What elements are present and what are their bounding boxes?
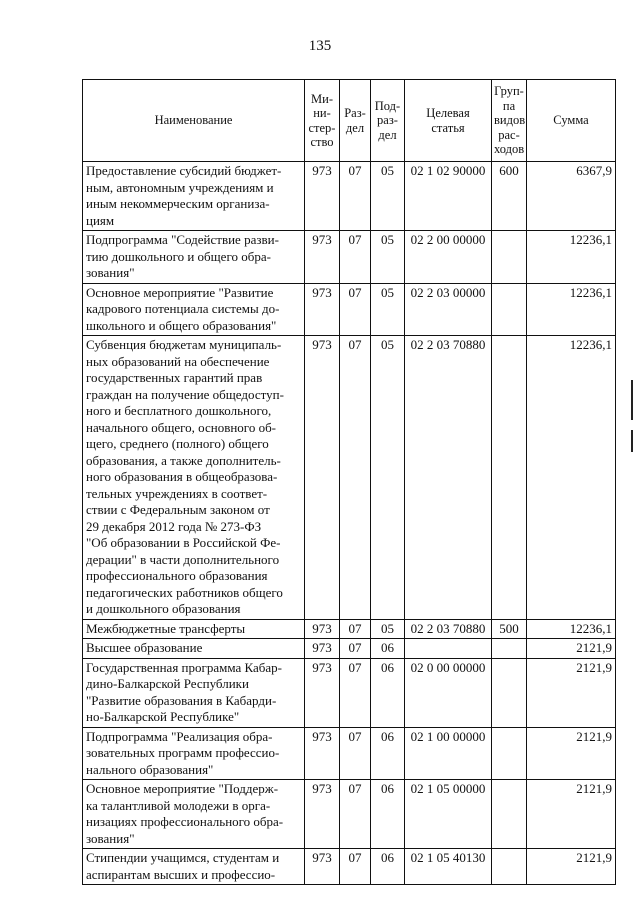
row-section: 07 bbox=[340, 231, 371, 284]
row-name-line: образования, а также дополнитель- bbox=[86, 452, 281, 468]
table-row bbox=[83, 639, 616, 659]
row-target: 02 1 02 90000 bbox=[405, 162, 492, 231]
row-subsection: 06 bbox=[371, 780, 405, 849]
row-section: 07 bbox=[340, 849, 371, 885]
row-name-line: Субвенция бюджетам муниципаль- bbox=[86, 337, 282, 352]
row-expense-group bbox=[492, 727, 527, 780]
row-name-line: государственных гарантий прав bbox=[86, 370, 263, 385]
table-row bbox=[83, 780, 616, 849]
row-section: 07 bbox=[340, 619, 371, 639]
row-name-line: циям bbox=[86, 212, 115, 228]
row-subsection: 05 bbox=[371, 336, 405, 620]
row-name-line: "Об образовании в Российской Фе- bbox=[86, 535, 281, 550]
row-name-line: ного образования в общеобразова- bbox=[86, 469, 278, 484]
row-name-line: педагогических работников общего bbox=[86, 584, 283, 600]
row-name-line: и дошкольного образования bbox=[86, 601, 241, 616]
row-name-line: "Развитие образования в Кабарди- bbox=[86, 692, 277, 708]
row-name-line: ка талантливой молодежи в орга- bbox=[86, 797, 271, 813]
table-body bbox=[83, 162, 616, 885]
table-row bbox=[83, 336, 616, 620]
scan-edge-mark bbox=[631, 430, 633, 452]
row-target: 02 1 05 40130 bbox=[405, 849, 492, 885]
row-ministry: 973 bbox=[305, 619, 340, 639]
row-ministry: 973 bbox=[305, 780, 340, 849]
header-subsection: Под- раз- дел bbox=[371, 80, 405, 162]
row-name-line: граждан на получение общедоступ- bbox=[86, 386, 284, 402]
row-name-line: Основное мероприятие "Поддерж- bbox=[86, 781, 279, 796]
row-subsection: 05 bbox=[371, 162, 405, 231]
row-ministry: 973 bbox=[305, 283, 340, 336]
row-subsection: 06 bbox=[371, 658, 405, 727]
row-sum: 2121,9 bbox=[527, 780, 616, 849]
budget-table bbox=[82, 79, 616, 885]
row-name-line: аспирантам высших и профессио- bbox=[86, 866, 276, 882]
row-name-line: ным, автономным учреждениям и bbox=[86, 179, 274, 195]
row-name bbox=[83, 780, 305, 849]
row-name-line: нального образования" bbox=[86, 761, 214, 777]
row-name bbox=[83, 231, 305, 284]
row-expense-group bbox=[492, 336, 527, 620]
row-subsection: 05 bbox=[371, 283, 405, 336]
scan-edge-mark bbox=[631, 380, 633, 420]
row-ministry: 973 bbox=[305, 727, 340, 780]
row-target: 02 2 00 00000 bbox=[405, 231, 492, 284]
row-name-line: тельных учреждениях в соответ- bbox=[86, 485, 268, 501]
row-section: 07 bbox=[340, 639, 371, 659]
row-expense-group bbox=[492, 849, 527, 885]
table-row bbox=[83, 727, 616, 780]
row-expense-group: 600 bbox=[492, 162, 527, 231]
row-target: 02 1 00 00000 bbox=[405, 727, 492, 780]
row-target: 02 2 03 70880 bbox=[405, 336, 492, 620]
header-expense-group: Груп- па видов рас- ходов bbox=[492, 80, 527, 162]
row-name-line: кадрового потенциала системы до- bbox=[86, 301, 280, 316]
row-subsection: 05 bbox=[371, 619, 405, 639]
row-ministry: 973 bbox=[305, 162, 340, 231]
row-sum: 12236,1 bbox=[527, 231, 616, 284]
row-name bbox=[83, 849, 305, 885]
row-name-line: школьного и общего образования" bbox=[86, 317, 277, 333]
header-sum: Сумма bbox=[527, 80, 616, 162]
table-row bbox=[83, 849, 616, 885]
row-name-line: щего, среднего (полного) общего bbox=[86, 436, 269, 451]
row-expense-group bbox=[492, 658, 527, 727]
row-section: 07 bbox=[340, 658, 371, 727]
row-name bbox=[83, 283, 305, 336]
table-row bbox=[83, 658, 616, 727]
row-name-line: Подпрограмма "Реализация обра- bbox=[86, 728, 273, 744]
row-section: 07 bbox=[340, 780, 371, 849]
header-ministry: Ми- ни- стер- ство bbox=[305, 80, 340, 162]
row-name-line: Высшее образование bbox=[86, 640, 203, 655]
row-name-line: Подпрограмма "Содействие разви- bbox=[86, 232, 279, 247]
row-sum: 2121,9 bbox=[527, 639, 616, 659]
row-expense-group bbox=[492, 780, 527, 849]
row-name-line: Предоставление субсидий бюджет- bbox=[86, 163, 282, 178]
row-ministry: 973 bbox=[305, 849, 340, 885]
row-name bbox=[83, 162, 305, 231]
table-row bbox=[83, 619, 616, 639]
row-sum: 12236,1 bbox=[527, 619, 616, 639]
row-expense-group bbox=[492, 283, 527, 336]
row-target: 02 2 03 00000 bbox=[405, 283, 492, 336]
row-name-line: зования" bbox=[86, 830, 135, 846]
row-name bbox=[83, 619, 305, 639]
row-expense-group: 500 bbox=[492, 619, 527, 639]
row-subsection: 06 bbox=[371, 639, 405, 659]
row-ministry: 973 bbox=[305, 658, 340, 727]
row-name-line: Государственная программа Кабар- bbox=[86, 659, 282, 675]
row-sum: 12236,1 bbox=[527, 283, 616, 336]
row-name-line: низациях профессионального обра- bbox=[86, 814, 284, 829]
row-name-line: но-Балкарской Республике" bbox=[86, 709, 240, 724]
row-subsection: 05 bbox=[371, 231, 405, 284]
row-section: 07 bbox=[340, 162, 371, 231]
table-row bbox=[83, 283, 616, 336]
row-name-line: ствии с Федеральным законом от bbox=[86, 502, 270, 517]
row-sum: 2121,9 bbox=[527, 658, 616, 727]
row-section: 07 bbox=[340, 336, 371, 620]
row-target bbox=[405, 639, 492, 659]
row-sum: 12236,1 bbox=[527, 336, 616, 620]
row-name-line: Основное мероприятие "Развитие bbox=[86, 284, 274, 300]
row-name bbox=[83, 639, 305, 659]
row-subsection: 06 bbox=[371, 849, 405, 885]
row-name-line: тию дошкольного и общего обра- bbox=[86, 248, 271, 264]
page-number: 135 bbox=[308, 38, 332, 54]
row-name-line: зования" bbox=[86, 265, 135, 280]
row-expense-group bbox=[492, 639, 527, 659]
row-name bbox=[83, 336, 305, 620]
row-target: 02 0 00 00000 bbox=[405, 658, 492, 727]
row-name-line: 29 декабря 2012 года № 273-ФЗ bbox=[86, 518, 262, 534]
row-target: 02 1 05 00000 bbox=[405, 780, 492, 849]
row-name-line: дино-Балкарской Республики bbox=[86, 676, 249, 691]
table-header-row bbox=[83, 80, 616, 162]
row-name-line: начального общего, основного об- bbox=[86, 419, 277, 435]
row-ministry: 973 bbox=[305, 336, 340, 620]
header-name: Наименование bbox=[83, 80, 305, 162]
row-name-line: зовательных программ профессио- bbox=[86, 745, 280, 760]
row-target: 02 2 03 70880 bbox=[405, 619, 492, 639]
row-ministry: 973 bbox=[305, 639, 340, 659]
row-name-line: ных образований на обеспечение bbox=[86, 353, 270, 369]
row-expense-group bbox=[492, 231, 527, 284]
row-name-line: Межбюджетные трансферты bbox=[86, 620, 246, 636]
header-target: Целевая статья bbox=[405, 80, 492, 162]
table-row bbox=[83, 231, 616, 284]
row-section: 07 bbox=[340, 727, 371, 780]
row-section: 07 bbox=[340, 283, 371, 336]
row-name-line: дерации" в части дополнительного bbox=[86, 551, 280, 567]
row-name-line: профессионального образования bbox=[86, 568, 268, 583]
row-name-line: ного и бесплатного дошкольного, bbox=[86, 403, 272, 418]
row-sum: 6367,9 bbox=[527, 162, 616, 231]
row-subsection: 06 bbox=[371, 727, 405, 780]
row-sum: 2121,9 bbox=[527, 727, 616, 780]
row-name-line: иным некоммерческим организа- bbox=[86, 196, 270, 211]
row-name bbox=[83, 658, 305, 727]
row-ministry: 973 bbox=[305, 231, 340, 284]
row-name-line: Стипендии учащимся, студентам и bbox=[86, 850, 280, 865]
row-sum: 2121,9 bbox=[527, 849, 616, 885]
header-section: Раз- дел bbox=[340, 80, 371, 162]
row-name bbox=[83, 727, 305, 780]
table-row bbox=[83, 162, 616, 231]
